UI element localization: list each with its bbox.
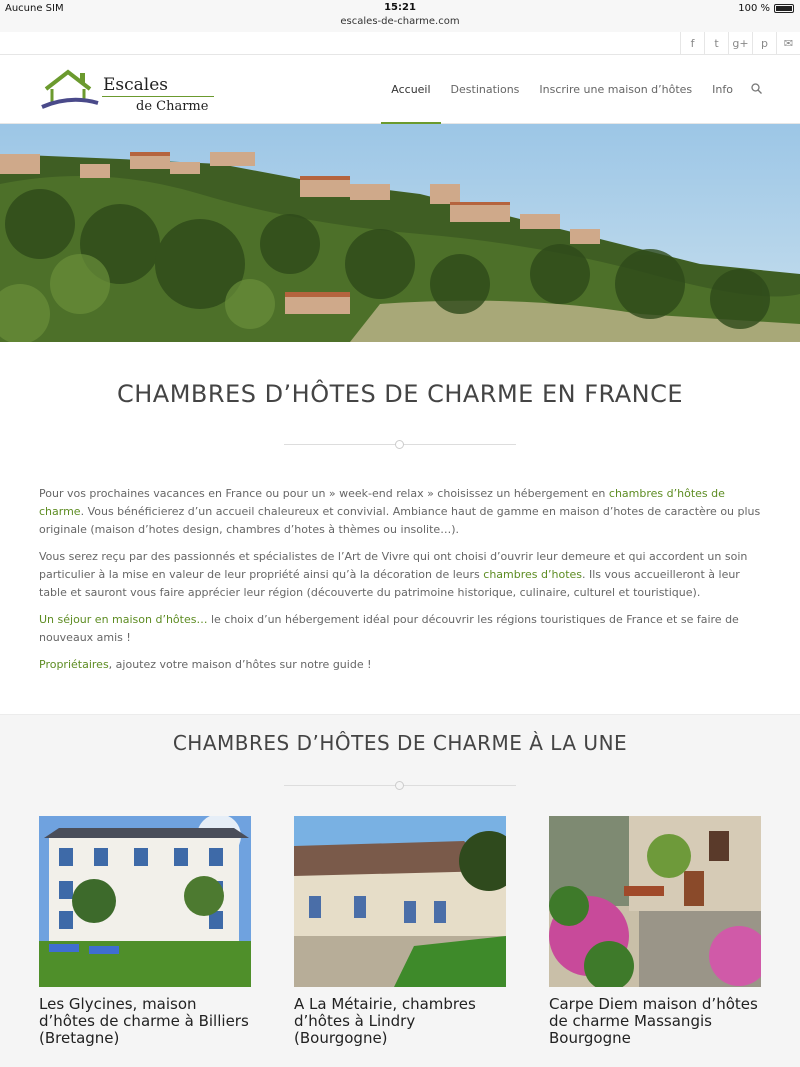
mail-icon[interactable]: ✉ (776, 32, 800, 55)
card-title[interactable]: Les Glycines, maison d’hôtes de charme à Billiers (Bretagne) (39, 995, 249, 1047)
site-header (0, 55, 800, 124)
battery-percent: 100 % (738, 3, 770, 14)
pinterest-icon[interactable]: p (752, 32, 776, 55)
intro-paragraph-2: Vous serez reçu par des passionnés et spécialistes de l’Art de Vivre qui ont choisi d’ouvrir leur demeure et qui accordent un soin particulier à la mise en valeur de leur propriété ainsi qu’à la décoration de leurs chambres d’hotes. Ils vous accueilleront à leur table et sauront vous faire apprécier leur région (découverte du patrimoine historique, culinaire, culturel et touristique). (39, 550, 748, 599)
intro-title: CHAMBRES D’HÔTES DE CHARME EN FRANCE (116, 380, 684, 408)
featured-card[interactable] (39, 816, 251, 1047)
featured-title: CHAMBRES D’HÔTES DE CHARME À LA UNE (172, 731, 628, 755)
intro-section (0, 342, 800, 674)
section-divider (284, 785, 516, 786)
search-icon[interactable] (751, 83, 762, 97)
link-sejour[interactable]: Un séjour en maison d’hôtes… (39, 613, 208, 626)
intro-paragraph-1: Pour vos prochaines vacances en France ou pour un » week-end relax » choisissez un hébergement en chambres d’hôtes de charme. Vous bénéficierez d’un accueil chaleureux et convivial. Ambiance haut de gamme en maison d’hotes de caractère ou plus originale (maison d’hotes design, chambres d’hotes à thèmes ou insolite…). (39, 487, 761, 536)
card-image[interactable] (39, 816, 251, 987)
intro-paragraph-3: Un séjour en maison d’hôtes… le choix d’un hébergement idéal pour découvrir les régions touristiques de France et se faire de nouveaux amis ! (39, 613, 739, 644)
clock: 15:21 (384, 2, 416, 13)
nav-info[interactable]: Info (712, 83, 733, 96)
nav-inscrire[interactable]: Inscrire une maison d’hôtes (539, 83, 693, 96)
section-divider (284, 444, 516, 445)
google-plus-icon[interactable]: g+ (728, 32, 752, 55)
twitter-icon[interactable]: t (704, 32, 728, 55)
link-chambres-charme[interactable]: chambres d’hôtes de charme (39, 487, 725, 518)
house-logo-icon (40, 67, 100, 117)
logo-subtitle: de Charme (136, 99, 209, 114)
card-title[interactable]: A La Métairie, chambres d’hôtes à Lindry (Bourgogne) (294, 995, 476, 1047)
featured-section (0, 714, 800, 1067)
card-image[interactable] (294, 816, 506, 987)
battery-icon (774, 4, 794, 13)
social-bar (0, 32, 800, 55)
nav-accueil[interactable]: Accueil (391, 55, 430, 124)
logo-underline (102, 96, 214, 97)
link-chambres-hotes[interactable]: chambres d’hotes (483, 568, 583, 581)
url-bar[interactable]: escales-de-charme.com (340, 16, 460, 27)
intro-paragraph-4: Propriétaires, ajoutez votre maison d’hôtes sur notre guide ! (39, 658, 372, 671)
main-nav (371, 55, 762, 124)
featured-card[interactable] (294, 816, 506, 1047)
featured-card[interactable] (549, 816, 761, 1047)
hero-image (0, 124, 800, 342)
nav-destinations[interactable]: Destinations (450, 83, 520, 96)
card-title[interactable]: Carpe Diem maison d’hôtes de charme Massangis Bourgogne (549, 995, 758, 1047)
ios-status-bar (0, 0, 800, 32)
link-proprietaires[interactable]: Propriétaires (39, 658, 109, 671)
logo-title: Escales (103, 75, 169, 95)
site-logo[interactable] (40, 67, 220, 117)
card-image[interactable] (549, 816, 761, 987)
battery-indicator (738, 3, 794, 14)
carrier-label: Aucune SIM (5, 3, 64, 14)
facebook-icon[interactable]: f (680, 32, 704, 55)
